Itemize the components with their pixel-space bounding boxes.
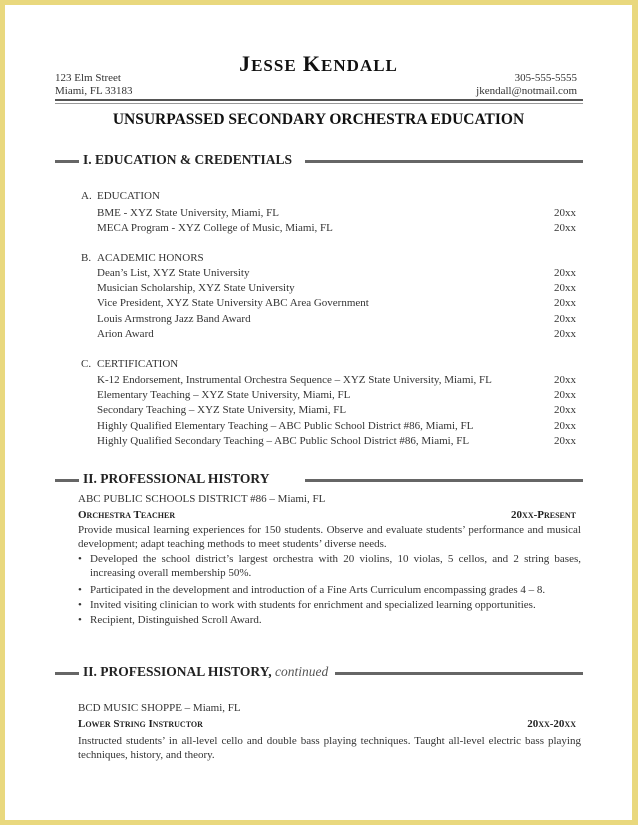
bullet-icon: • — [78, 614, 82, 626]
role-2: Lower String Instructor — [78, 718, 203, 730]
honor-item: Dean’s List, XYZ State University — [97, 267, 250, 279]
education-item: MECA Program - XYZ College of Music, Miami, FL — [97, 222, 333, 234]
job-1-bullet — [78, 598, 581, 612]
cert-item: Highly Qualified Secondary Teaching – ABC Public School District #86, Miami, FL — [97, 435, 470, 447]
education-item: BME - XYZ State University, Miami, FL — [97, 207, 279, 219]
bullet-icon: • — [78, 599, 82, 611]
bullet-text: Recipient, Distinguished Scroll Award. — [90, 614, 262, 626]
header-rule — [55, 99, 583, 101]
role-1: Orchestra Teacher — [78, 509, 176, 521]
job-2-description: Instructed students’ in all-level cello and double bass playing techniques. Taught all-level electric bass playing techniques, history, and theory. — [78, 735, 581, 761]
section-history-continued-label — [83, 664, 328, 680]
employer-2: BCD MUSIC SHOPPE – Miami, FL — [78, 702, 241, 714]
continued-text: continued — [274, 664, 329, 679]
bullet-text: Invited visiting clinician to work with students for enrichment and specialized learning opportunities. — [90, 599, 536, 611]
street-address: 123 Elm Street — [55, 72, 121, 84]
cert-item: Secondary Teaching – XYZ State University, Miami, FL — [97, 404, 347, 416]
subsection-a-title: EDUCATION — [97, 190, 160, 202]
cert-year: 20xx — [554, 420, 576, 432]
subsection-c-label: C. — [81, 358, 92, 370]
honor-year: 20xx — [554, 313, 576, 325]
section-bar-left — [55, 160, 79, 163]
candidate-name: JESSE KENDALL — [239, 51, 398, 76]
honor-item: Musician Scholarship, XYZ State University — [97, 282, 295, 294]
bullet-text: Developed the school district’s largest orchestra with 20 violins, 10 violas, 5 cellos, and 2 string bases, increasing overall membership 50%. — [90, 553, 581, 579]
cert-year: 20xx — [554, 404, 576, 416]
header-rule-thin — [55, 103, 583, 104]
honor-item: Louis Armstrong Jazz Band Award — [97, 313, 251, 325]
section-label-text: II. PROFESSIONAL HISTORY, — [83, 664, 272, 679]
education-year: 20xx — [554, 207, 576, 219]
subsection-a-label: A. — [81, 190, 92, 202]
honor-year: 20xx — [554, 297, 576, 309]
section-bar-right — [335, 672, 583, 675]
resume-title: UNSURPASSED SECONDARY ORCHESTRA EDUCATION — [112, 111, 525, 128]
subsection-c-title: CERTIFICATION — [97, 358, 179, 370]
section-history-label: II. PROFESSIONAL HISTORY — [83, 471, 270, 486]
honor-item: Vice President, XYZ State University ABC Area Government — [97, 297, 369, 309]
cert-year: 20xx — [554, 374, 576, 386]
section-bar-left — [55, 479, 79, 482]
education-year: 20xx — [554, 222, 576, 234]
employer-1: ABC PUBLIC SCHOOLS DISTRICT #86 – Miami, FL — [78, 493, 326, 505]
cert-year: 20xx — [554, 389, 576, 401]
email: jkendall@notmail.com — [476, 85, 577, 97]
job-1-bullet — [78, 583, 581, 597]
honor-year: 20xx — [554, 267, 576, 279]
honor-item: Arion Award — [97, 328, 154, 340]
subsection-b-label: B. — [81, 252, 92, 264]
bullet-text: Participated in the development and introduction of a Fine Arts Curriculum encompassing grades 4 – 8. — [90, 584, 546, 596]
cert-item: Highly Qualified Elementary Teaching – ABC Public School District #86, Miami, FL — [97, 420, 474, 432]
phone: 305-555-5555 — [514, 72, 577, 84]
resume-page — [5, 5, 632, 820]
section-bar-right — [305, 479, 583, 482]
city-address: Miami, FL 33183 — [55, 85, 133, 97]
section-history-continued-header — [55, 666, 583, 680]
section-bar-right — [305, 160, 583, 163]
honor-year: 20xx — [554, 328, 576, 340]
section-history-header — [55, 473, 583, 487]
bullet-icon: • — [78, 553, 82, 565]
dates-2: 20xx-20xx — [527, 718, 576, 730]
section-education-header — [55, 154, 583, 168]
honor-year: 20xx — [554, 282, 576, 294]
job-1-bullet — [78, 552, 581, 580]
dates-1: 20xx-Present — [511, 509, 576, 521]
section-bar-left — [55, 672, 79, 675]
subsection-b-title: ACADEMIC HONORS — [97, 252, 204, 264]
cert-year: 20xx — [554, 435, 576, 447]
cert-item: K-12 Endorsement, Instrumental Orchestra Sequence – XYZ State University, Miami, FL — [97, 374, 492, 386]
job-1-bullet — [78, 613, 581, 627]
cert-item: Elementary Teaching – XYZ State University, Miami, FL — [97, 389, 351, 401]
job-1-description: Provide musical learning experiences for 150 students. Observe and evaluate students’ performance and musical development; adapt teaching methods to meet students’ diverse needs. — [78, 524, 581, 550]
name-first-rest: ESSE — [251, 56, 297, 75]
bullet-icon: • — [78, 584, 82, 596]
section-education-label: I. EDUCATION & CREDENTIALS — [83, 152, 293, 167]
